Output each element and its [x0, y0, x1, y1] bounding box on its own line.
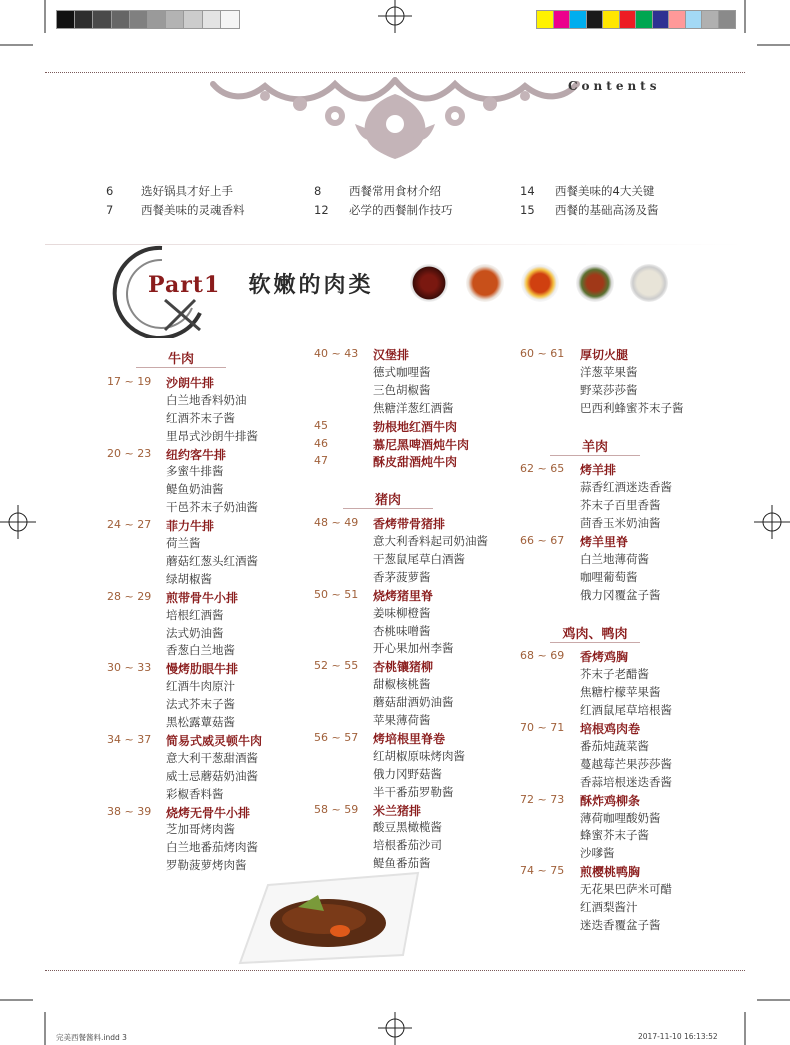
steak-photo [228, 855, 428, 970]
sauce-name[interactable]: 甜椒核桃酱 [373, 677, 431, 692]
sauce-name[interactable]: 荷兰酱 [166, 536, 201, 550]
sauce-name[interactable]: 培根红酒酱 [166, 607, 224, 622]
dish-name[interactable]: 烤羊排 [580, 463, 617, 478]
sauce-name[interactable]: 白兰地香料奶油 [166, 392, 247, 407]
intro-title: 西餐的基础高汤及酱 [555, 203, 659, 217]
intro-title: 西餐美味的灵魂香料 [141, 203, 245, 217]
sauce-name[interactable]: 蒜香红酒迷迭香酱 [580, 480, 672, 495]
color-swatch [718, 10, 737, 29]
dish-name[interactable]: 厚切火腿 [580, 348, 629, 362]
intro-entry[interactable] [314, 202, 453, 218]
gray-swatch [147, 10, 167, 29]
intro-entry[interactable] [520, 183, 654, 199]
gray-swatch [202, 10, 222, 29]
intro-entry[interactable] [106, 202, 245, 218]
dish-name[interactable]: 慕尼黑啤酒炖牛肉 [373, 437, 470, 452]
sauce-name[interactable]: 杏桃味噌酱 [373, 623, 431, 638]
sauce-name[interactable]: 鳀鱼番茄酱 [373, 856, 431, 871]
sauce-name[interactable]: 芝加哥烤肉酱 [166, 822, 235, 837]
sauce-name[interactable]: 里昂式沙朗牛排酱 [166, 428, 258, 443]
dish-page-range: 58 ~ 59 [314, 802, 359, 816]
dish-page-range: 62 ~ 65 [520, 462, 565, 476]
gray-swatch [165, 10, 185, 29]
gray-swatch [183, 10, 203, 29]
dish-name[interactable]: 烤培根里脊卷 [373, 731, 446, 746]
section-heading: 鸡肉、鸭肉 [562, 626, 628, 642]
sauce-name[interactable]: 彩椒香料酱 [166, 786, 224, 801]
dish-name[interactable]: 煎带骨牛小排 [166, 590, 239, 605]
sauce-name[interactable]: 薄荷咖哩酸奶酱 [580, 810, 661, 825]
dish-page-range: 72 ~ 73 [520, 792, 565, 806]
sauce-name[interactable]: 法式奶油酱 [166, 625, 224, 640]
sauce-name[interactable]: 咖哩葡萄酱 [580, 569, 638, 584]
sauce-name[interactable]: 姜味柳橙酱 [373, 605, 431, 620]
sauce-name[interactable]: 俄力冈野菇酱 [373, 766, 442, 781]
dish-name[interactable]: 酥炸鸡柳条 [580, 793, 641, 808]
dish-page-range: 28 ~ 29 [107, 589, 152, 603]
dish-page-range: 56 ~ 57 [314, 730, 359, 744]
section-heading: 猪肉 [374, 493, 401, 509]
sauce-name[interactable]: 俄力冈覆盆子酱 [580, 587, 661, 602]
dish-page-range: 38 ~ 39 [107, 804, 152, 818]
dish-name[interactable]: 慢烤肋眼牛排 [166, 662, 239, 677]
sauce-name[interactable]: 野菜莎莎酱 [580, 382, 638, 397]
dish-page-range: 30 ~ 33 [107, 661, 152, 675]
gray-swatch [56, 10, 76, 29]
food-thumbnail [630, 264, 668, 302]
sauce-name[interactable]: 黑松露蕈菇酱 [166, 715, 235, 729]
part-heading [148, 268, 373, 298]
sauce-name[interactable]: 香蒜培根迷迭香酱 [580, 774, 672, 789]
dish-page-range: 45 [314, 418, 328, 432]
sauce-name[interactable]: 洋葱苹果酱 [580, 364, 638, 379]
footer-timestamp: 2017-11-10 16:13:52 [638, 1032, 718, 1041]
sauce-name[interactable]: 德式咖哩酱 [373, 364, 431, 379]
sauce-name[interactable]: 多蜜牛排酱 [166, 464, 224, 479]
sauce-name[interactable]: 迷迭香覆盆子酱 [580, 917, 661, 932]
intro-page-number: 12 [314, 203, 329, 217]
sauce-name[interactable]: 培根番茄沙司 [373, 838, 442, 853]
section-underline [550, 642, 640, 643]
dish-name[interactable]: 培根鸡肉卷 [580, 722, 641, 736]
intro-title: 选好锅具才好上手 [141, 184, 233, 198]
dish-name[interactable]: 酥皮甜酒炖牛肉 [373, 455, 458, 470]
sauce-name[interactable]: 鳀鱼奶油酱 [166, 482, 224, 497]
sauce-name[interactable]: 罗勒菠萝烤肉酱 [166, 858, 247, 873]
sauce-name[interactable]: 红酒牛肉原汁 [166, 679, 235, 694]
intro-entry[interactable] [520, 202, 659, 218]
sauce-name[interactable]: 白兰地番茄烤肉酱 [166, 840, 258, 855]
dish-name[interactable]: 烧烤无骨牛小排 [166, 805, 251, 820]
section-underline [343, 508, 433, 509]
sauce-name[interactable]: 蘑菇红葱头红酒酱 [166, 553, 258, 568]
gray-swatch [111, 10, 131, 29]
sauce-name[interactable]: 蔓越莓芒果莎莎酱 [580, 756, 672, 771]
intro-title: 西餐美味的4大关键 [555, 184, 655, 198]
gray-swatch [129, 10, 149, 29]
dish-name[interactable]: 勃根地红酒牛肉 [373, 419, 458, 434]
dish-page-range: 17 ~ 19 [107, 374, 152, 388]
intro-page-number: 15 [520, 203, 535, 217]
sauce-name[interactable]: 红酒芥末子酱 [166, 410, 235, 425]
sauce-name[interactable]: 巴西利蜂蜜芥末子酱 [580, 400, 684, 415]
dish-page-range: 47 [314, 454, 328, 468]
food-thumbnail [576, 264, 614, 302]
dish-page-range: 70 ~ 71 [520, 721, 565, 734]
sauce-name[interactable]: 香葱白兰地酱 [166, 643, 235, 658]
dish-name[interactable]: 菲力牛排 [166, 519, 215, 534]
sauce-name[interactable]: 三色胡椒酱 [373, 382, 431, 397]
dish-page-range: 74 ~ 75 [520, 864, 565, 878]
intro-title: 必学的西餐制作技巧 [349, 203, 453, 217]
dish-page-range: 24 ~ 27 [107, 518, 152, 532]
dish-name[interactable]: 烧烤猪里脊 [373, 588, 434, 603]
section-underline [550, 455, 640, 456]
dish-page-range: 48 ~ 49 [314, 516, 359, 530]
sauce-name[interactable]: 法式芥末子酱 [166, 697, 235, 712]
dish-name[interactable]: 简易式威灵顿牛肉 [166, 733, 263, 748]
sauce-name[interactable]: 香茅菠萝酱 [373, 569, 431, 584]
sauce-name[interactable]: 芥末子老醋酱 [580, 667, 649, 682]
dish-name[interactable]: 烤羊里脊 [580, 535, 629, 549]
dish-page-range: 34 ~ 37 [107, 732, 152, 746]
sauce-name[interactable]: 沙嗲酱 [580, 846, 615, 861]
sauce-name[interactable]: 半干番茄罗勒酱 [373, 784, 454, 799]
gray-swatch [220, 10, 240, 29]
intro-page-number: 8 [314, 184, 322, 198]
part-title: 软嫩的肉类 [248, 273, 374, 298]
sauce-name[interactable]: 开心果加州李酱 [373, 641, 454, 656]
intro-entry[interactable] [106, 183, 233, 199]
dish-page-range: 20 ~ 23 [107, 446, 152, 460]
sauce-name[interactable]: 红胡椒原味烤肉酱 [373, 748, 465, 763]
part-label: Part1 [148, 272, 221, 298]
dish-name[interactable]: 沙朗牛排 [166, 375, 215, 390]
sauce-name[interactable]: 意大利香料起司奶油酱 [373, 534, 488, 548]
sauce-name[interactable]: 焦糖柠檬苹果酱 [580, 685, 661, 700]
sauce-name[interactable]: 红酒鼠尾草培根酱 [580, 703, 672, 718]
dish-page-range: 60 ~ 61 [520, 347, 565, 360]
dish-name[interactable]: 煎樱桃鸭胸 [580, 865, 641, 880]
food-thumbnail [466, 264, 504, 302]
gray-swatch [92, 10, 112, 29]
ornament-icon [205, 74, 585, 164]
section-underline [136, 367, 226, 368]
sauce-name[interactable]: 焦糖洋葱红酒酱 [373, 400, 454, 415]
sauce-name[interactable]: 蘑菇甜酒奶油酱 [373, 695, 454, 710]
sauce-name[interactable]: 无花果巴萨米可醋 [580, 882, 672, 897]
intro-title: 西餐常用食材介绍 [349, 184, 441, 198]
dish-page-range: 50 ~ 51 [314, 587, 359, 601]
dish-name[interactable]: 汉堡排 [373, 348, 410, 362]
dish-page-range: 46 [314, 436, 328, 450]
dish-name[interactable]: 香烤带骨猪排 [373, 517, 446, 532]
food-thumbnail [410, 264, 448, 302]
intro-page-number: 7 [106, 203, 114, 217]
sauce-name[interactable]: 酸豆黑橄榄酱 [373, 820, 442, 835]
sauce-name[interactable]: 番茄炖蔬菜酱 [580, 738, 649, 753]
sauce-name[interactable]: 茴香玉米奶油酱 [580, 516, 661, 531]
intro-page-number: 14 [520, 184, 535, 198]
sauce-name[interactable]: 蜂蜜芥末子酱 [580, 828, 649, 843]
dish-page-range: 66 ~ 67 [520, 534, 565, 547]
contents-title: Contents [568, 79, 661, 93]
gray-swatch [74, 10, 94, 29]
header-rule [45, 72, 745, 73]
dish-page-range: 40 ~ 43 [314, 347, 359, 360]
footer-rule [45, 970, 745, 971]
sauce-name[interactable]: 威士忌蘑菇奶油酱 [166, 768, 258, 783]
footer-file-info: 完美西餐酱料.indd 3 [56, 1033, 127, 1042]
intro-entry[interactable] [314, 183, 441, 199]
sauce-name[interactable]: 干葱鼠尾草白酒酱 [373, 551, 465, 566]
sauce-name[interactable]: 苹果薄荷酱 [373, 713, 431, 727]
sauce-name[interactable]: 红酒梨酱汁 [580, 900, 638, 914]
section-heading: 牛肉 [167, 352, 194, 367]
section-heading: 羊肉 [581, 439, 608, 455]
dish-name[interactable]: 米兰猪排 [373, 803, 422, 818]
food-thumbnail [521, 264, 559, 302]
sauce-name[interactable]: 干邑芥末子奶油酱 [166, 500, 258, 515]
sauce-name[interactable]: 芥末子百里香酱 [580, 498, 661, 513]
sauce-name[interactable]: 白兰地薄荷酱 [580, 551, 649, 566]
dish-page-range: 68 ~ 69 [520, 649, 565, 663]
dish-name[interactable]: 香烤鸡胸 [580, 650, 629, 665]
dish-name[interactable]: 杏桃镶猪柳 [373, 660, 434, 675]
intro-page-number: 6 [106, 184, 114, 198]
dish-name[interactable]: 纽约客牛排 [166, 447, 227, 462]
dish-page-range: 52 ~ 55 [314, 659, 359, 673]
sauce-name[interactable]: 意大利干葱甜酒酱 [166, 750, 258, 765]
sauce-name[interactable]: 绿胡椒酱 [166, 571, 212, 586]
